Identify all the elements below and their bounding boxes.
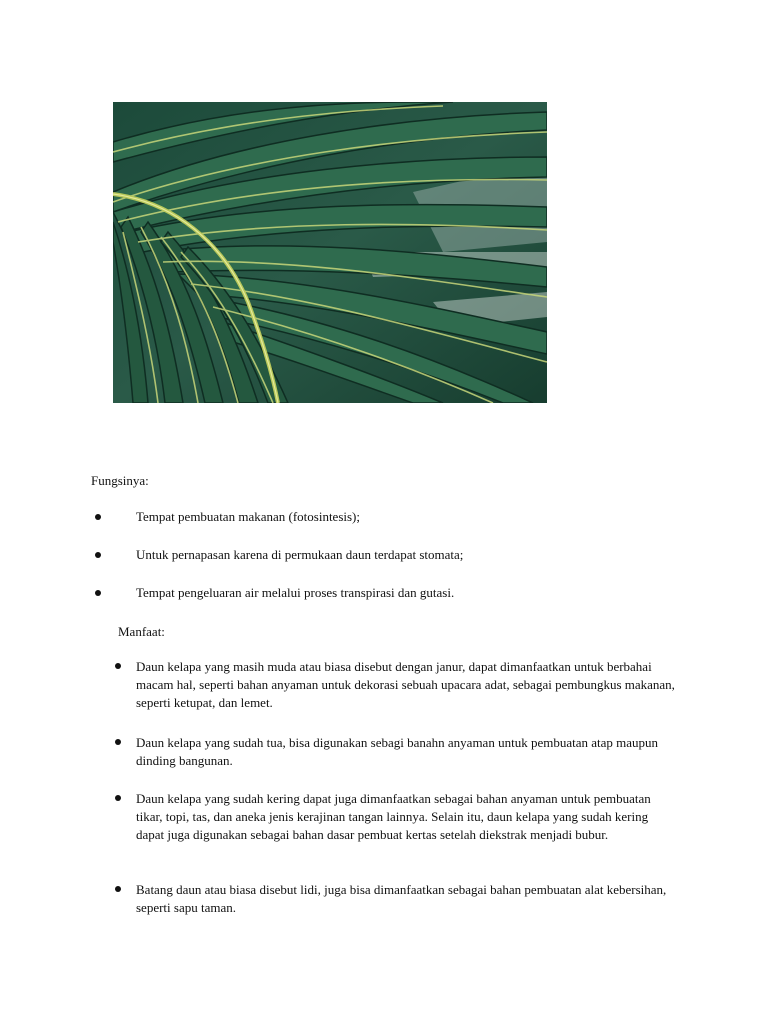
bullet-icon (95, 514, 101, 520)
list-item-text: Untuk pernapasan karena di permukaan daun terdapat stomata; (136, 547, 464, 562)
list-item-text: Daun kelapa yang masih muda atau biasa disebut dengan janur, dapat dimanfaatkan untuk berbahai macam hal, seperti bahan anyaman untuk dekorasi sebuah upacara adat, sebagai pembungkus makanan, seperti ketupat, dan lemet. (136, 659, 675, 710)
coconut-leaf-photo (113, 102, 547, 403)
bullet-icon (95, 590, 101, 596)
list-item-text: Batang daun atau biasa disebut lidi, juga bisa dimanfaatkan sebagai bahan pembuatan alat kebersihan, seperti sapu taman. (136, 882, 667, 915)
list-item-text: Tempat pembuatan makanan (fotosintesis); (136, 509, 360, 524)
list-item-text: Daun kelapa yang sudah kering dapat juga dimanfaatkan sebagai bahan anyaman untuk pembuatan tikar, topi, tas, dan aneka jenis kerajinan tangan lainnya. Selain itu, daun kelapa yang sudah kering dapat juga digunakan sebagai bahan dasar pembuat kertas setelah diekstrak menjadi bubur. (136, 791, 651, 842)
bullet-icon (115, 795, 121, 801)
list-item-text: Tempat pengeluaran air melalui proses transpirasi dan gutasi. (136, 585, 455, 600)
fungsi-heading: Fungsinya: (91, 473, 149, 488)
bullet-icon (115, 663, 121, 669)
manfaat-heading: Manfaat: (118, 624, 165, 639)
list-item-text: Daun kelapa yang sudah tua, bisa digunakan sebagi banahn anyaman untuk pembuatan atap maupun dinding bangunan. (136, 735, 659, 768)
bullet-icon (95, 552, 101, 558)
bullet-icon (115, 886, 121, 892)
bullet-icon (115, 739, 121, 745)
